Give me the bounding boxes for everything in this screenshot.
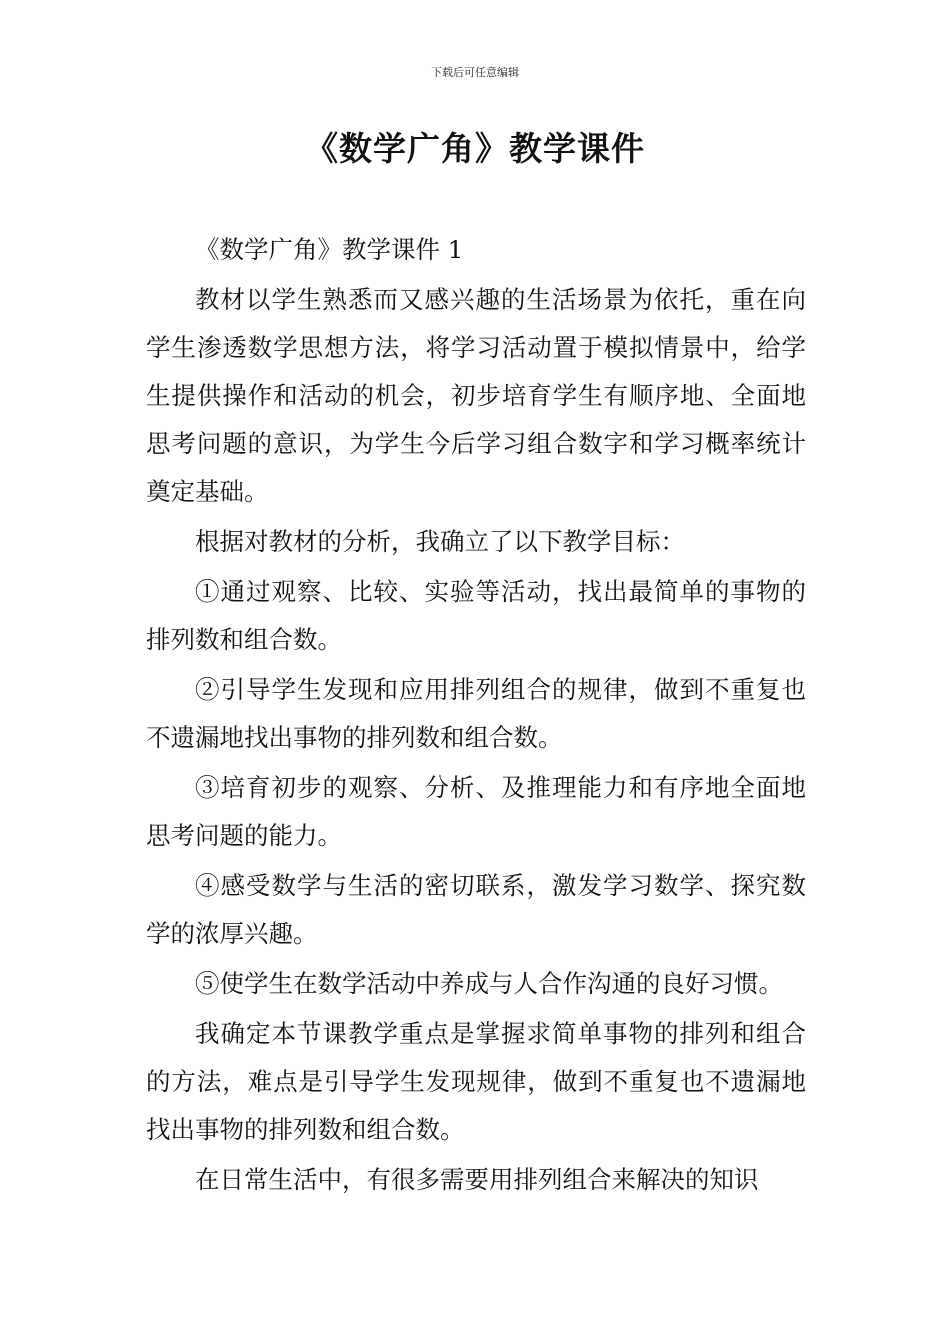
document-body xyxy=(146,226,806,1206)
header-note: 下载后可任意编辑 xyxy=(431,66,519,79)
paragraph-key-points: 我确定本节课教学重点是掌握求简单事物的排列和组合的方法，难点是引导学生发现规律，做到不重复也不遗漏地找出事物的排列数和组合数。 xyxy=(146,1019,806,1144)
document-title: 《数学广角》教学课件 xyxy=(305,129,645,168)
goal-item-5: ⑤使学生在数学活动中养成与人合作沟通的良好习惯。 xyxy=(195,969,783,998)
goal-item-3: ③培育初步的观察、分析、及推理能力和有序地全面地思考问题的能力。 xyxy=(146,773,806,850)
goal-item-2: ②引导学生发现和应用排列组合的规律，做到不重复也不遗漏地找出事物的排列数和组合数。 xyxy=(146,675,806,752)
paragraph-daily-life: 在日常生活中，有很多需要用排列组合来解决的知识 xyxy=(195,1165,759,1194)
paragraph-intro: 教材以学生熟悉而又感兴趣的生活场景为依托，重在向学生渗透数学思想方法，将学习活动置于模拟情景中，给学生提供操作和活动的机会，初步培育学生有顺序地、全面地思考问题的意识，为学生今后学习组合数字和学习概率统计奠定基础。 xyxy=(146,285,806,506)
paragraph-goals-intro: 根据对教材的分析，我确立了以下教学目标： xyxy=(195,527,685,556)
goal-item-4: ④感受数学与生活的密切联系，激发学习数学、探究数学的浓厚兴趣。 xyxy=(146,871,806,948)
section-heading: 《数学广角》教学课件 1 xyxy=(195,235,464,264)
goal-item-1: ①通过观察、比较、实验等活动，找出最简单的事物的排列数和组合数。 xyxy=(146,577,806,654)
